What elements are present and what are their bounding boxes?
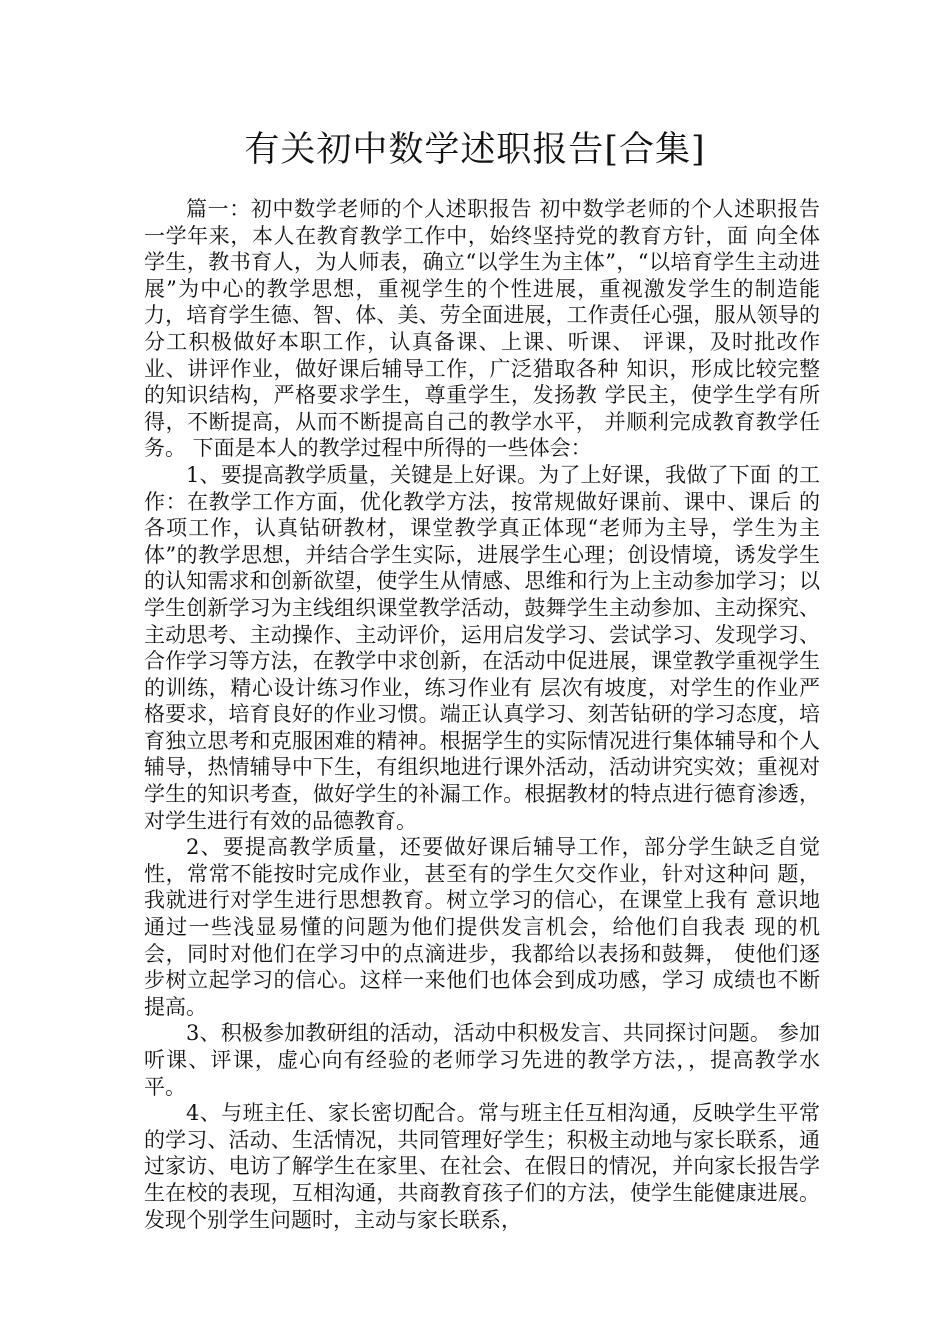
paragraph-point-2: 2、要提高教学质量，还要做好课后辅导工作，部分学生缺乏自觉性，常常不能按时完成作业，甚至有的学生欠交作业，针对这种问 题，我就进行对学生进行思想教育。树立学习的信心，在课堂上我有 意识地通过一些浅显易懂的问题为他们提供发言机会，给他们自我表 现的机会，同时对他们在学习中的点滴进步，我都给以表扬和鼓舞， 使他们逐步树立起学习的信心。这样一来他们也体会到成功感，学习 成绩也不断提高。 (144, 835, 820, 1019)
document-body (144, 196, 820, 1233)
paragraph-intro: 篇一：初中数学老师的个人述职报告 初中数学老师的个人述职报告 一学年来，本人在教育教学工作中，始终坚持党的教育方针，面 向全体学生，教书育人，为人师表，确立“以学生为主体”，“以培育学生主动进展”为中心的教学思想，重视学生的个性进展，重视激发学生的制造能力，培育学生德、智、体、美、劳全面进展，工作责任心强，服从领导的分工积极做好本职工作，认真备课、上课、听课、 评课，及时批改作业、讲评作业，做好课后辅导工作，广泛猎取各种 知识，形成比较完整的知识结构，严格要求学生，尊重学生，发扬教 学民主，使学生学有所得，不断提高，从而不断提高自己的教学水平， 并顺利完成教育教学任务。 下面是本人的教学过程中所得的一些体会： (144, 197, 820, 461)
paragraph-point-1: 1、要提高教学质量，关键是上好课。为了上好课，我做了下面 的工作：在教学工作方面，优化教学方法，按常规做好课前、课中、课后 的各项工作，认真钻研教材，课堂教学真正体现“老师为主导，学生为主体”的教学思想，并结合学生实际，进展学生心理；创设情境，诱发学生的认知需求和创新欲望，使学生从情感、思维和行为上主动参加学习；以学生创新学习为主线组织课堂教学活动，鼓舞学生主动参加、主动探究、主动思考、主动操作、主动评价，运用启发学习、尝试学习、发现学习、合作学习等方法，在教学中求创新，在活动中促进展，课堂教学重视学生的训练，精心设计练习作业，练习作业有 层次有坡度，对学生的作业严格要求，培育良好的作业习惯。端正认真学习、刻苦钻研的学习态度，培育独立思考和克服困难的精神。根据学生的实际情况进行集体辅导和个人辅导，热情辅导中下生，有组织地进行课外活动，活动讲究实效；重视对学生的知识考查，做好学生的补漏工作。根据教材的特点进行德育渗透，对学生进行有效的品德教育。 (144, 462, 820, 833)
paragraph-point-4: 4、与班主任、家长密切配合。常与班主任互相沟通，反映学生平常的学习、活动、生活情况，共同管理好学生；积极主动地与家长联系，通过家访、电访了解学生在家里、在社会、在假日的情况，并向家长报告学生在校的表现，互相沟通，共商教育孩子们的方法，使学生能健康进展。发现个别学生问题时，主动与家长联系， (144, 1101, 820, 1232)
document-title: 有关初中数学述职报告[合集] (244, 130, 706, 170)
paragraph-point-3: 3、积极参加教研组的活动，活动中积极发言、共同探讨问题。 参加听课、评课，虚心向有经验的老师学习先进的教学方法，，提高教学水平。 (144, 1021, 820, 1099)
